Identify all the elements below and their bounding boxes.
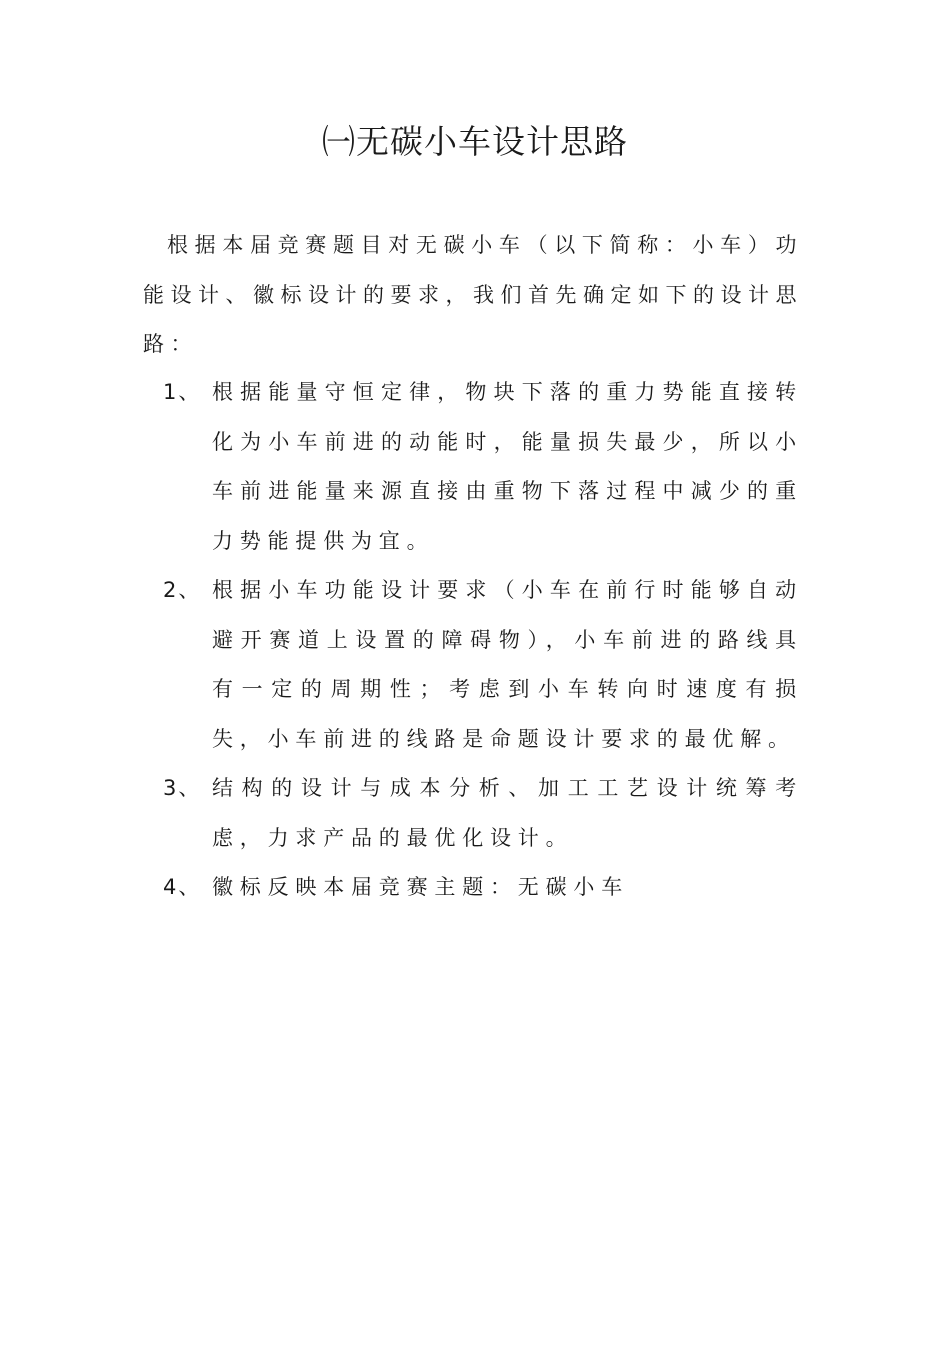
list-item-number: 2、 — [163, 578, 202, 602]
list-item — [143, 764, 803, 863]
list-item — [143, 566, 803, 764]
intro-paragraph: 根据本届竞赛题目对无碳小车（以下简称：小车）功能设计、徽标设计的要求，我们首先确定如下的设计思路： — [143, 233, 803, 356]
list-item-text: 徽标反映本届竞赛主题：无碳小车 — [212, 875, 629, 899]
list-item — [143, 368, 803, 566]
list-item-text: 根据小车功能设计要求（小车在前行时能够自动避开赛道上设置的障碍物），小车前进的路线具有一定的周期性；考虑到小车转向时速度有损失，小车前进的线路是命题设计要求的最优解。 — [212, 578, 803, 751]
design-principles-list — [143, 368, 803, 913]
list-item — [143, 863, 803, 913]
document-title: ㈠无碳小车设计思路 — [322, 122, 628, 161]
list-item-text: 结构的设计与成本分析、加工工艺设计统筹考虑，力求产品的最优化设计。 — [212, 776, 803, 850]
list-item-number: 3、 — [163, 776, 202, 800]
list-item-text: 根据能量守恒定律，物块下落的重力势能直接转化为小车前进的动能时，能量损失最少，所以小车前进能量来源直接由重物下落过程中减少的重力势能提供为宜。 — [212, 380, 803, 553]
list-item-number: 4、 — [163, 875, 202, 899]
list-item-number: 1、 — [163, 380, 202, 404]
